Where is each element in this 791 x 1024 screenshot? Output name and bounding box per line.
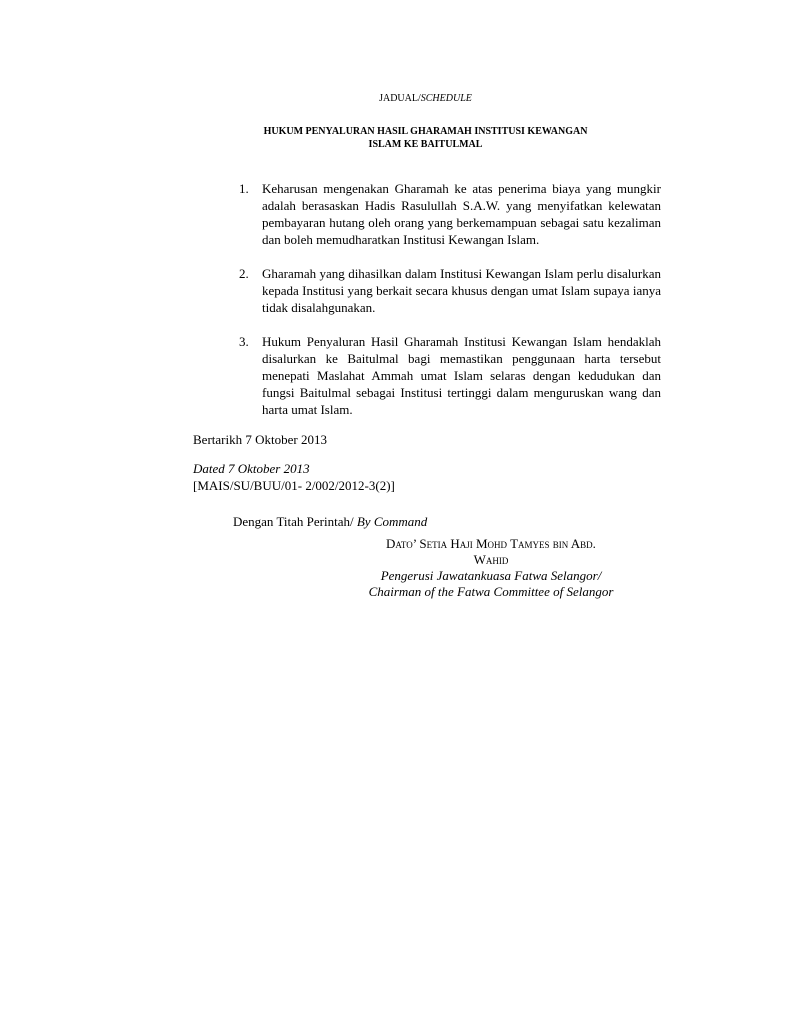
title-line-2: ISLAM KE BAITULMAL <box>368 139 483 150</box>
document-title <box>0 125 791 151</box>
schedule-label-italic: SCHEDULE <box>420 93 472 104</box>
ruling-item-3 <box>239 333 661 418</box>
signatory-title-english: Chairman of the Fatwa Committee of Selangor <box>368 584 614 599</box>
item-number: 3. <box>239 334 249 349</box>
command-english: By Command <box>356 514 428 529</box>
item-text: Gharamah yang dihasilkan dalam Institusi Kewangan Islam perlu disalurkan kepada Institusi yang berkait secara khusus dengan umat Islam supaya ianya tidak disalahgunakan. <box>262 266 661 315</box>
item-text: Keharusan mengenakan Gharamah ke atas penerima biaya yang mungkir adalah berasaskan Hadis Rasulullah S.A.W. yang menyifatkan kelewatan pembayaran hutang oleh orang yang berkemampuan sebagai satu kezaliman dan boleh memudharatkan Institusi Kewangan Islam. <box>262 181 661 247</box>
date-english: Dated 7 Oktober 2013 <box>193 461 310 476</box>
schedule-header <box>0 93 791 105</box>
command-malay: Dengan Titah Perintah/ <box>233 514 357 529</box>
signatory-block <box>368 536 614 600</box>
command-line <box>233 513 427 530</box>
item-number: 1. <box>239 181 249 196</box>
schedule-label: JADUAL/ <box>379 93 421 104</box>
item-text: Hukum Penyaluran Hasil Gharamah Institusi Kewangan Islam hendaklah disalurkan ke Baitulmal bagi memastikan penggunaan harta tersebut menepati Maslahat Ammah umat Islam selaras dengan kedudukan dan fungsi Baitulmal sebagai Institusi tertinggi dalam menguruskan wang dan harta umat Islam. <box>262 334 661 417</box>
date-malay: Bertarikh 7 Oktober 2013 <box>193 432 327 447</box>
ruling-item-1 <box>239 180 661 248</box>
title-line-1: HUKUM PENYALURAN HASIL GHARAMAH INSTITUSI KEWANGAN <box>263 126 588 137</box>
item-number: 2. <box>239 266 249 281</box>
ruling-list <box>239 180 661 435</box>
ruling-item-2 <box>239 265 661 316</box>
signatory-title-malay: Pengerusi Jawatankuasa Fatwa Selangor/ <box>380 568 602 583</box>
signatory-name: Dato’ Setia Haji Mohd Tamyes bin Abd. Wahid <box>386 536 596 567</box>
reference-number: [MAIS/SU/BUU/01- 2/002/2012-3(2)] <box>193 478 395 493</box>
